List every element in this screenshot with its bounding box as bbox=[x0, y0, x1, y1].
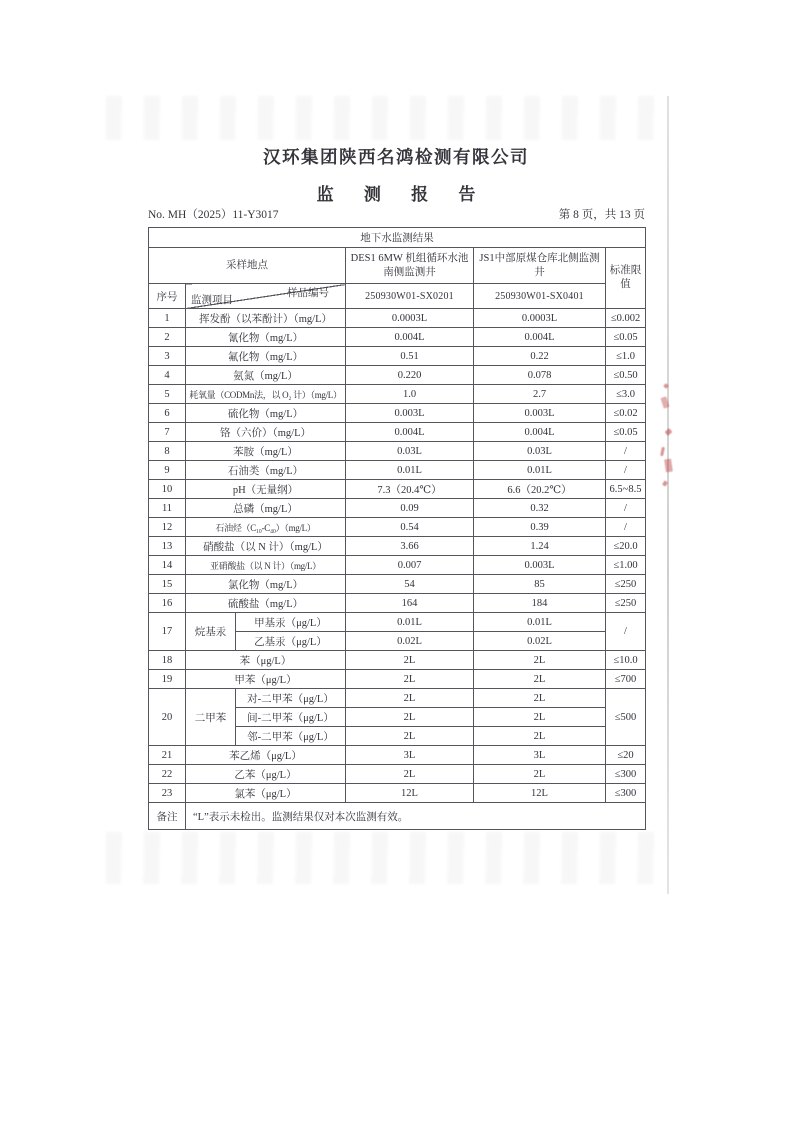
row-seq: 3 bbox=[149, 347, 186, 366]
row-limit: ≤1.00 bbox=[606, 556, 646, 575]
row-value-site2: 0.004L bbox=[474, 423, 606, 442]
row-item: 总磷（mg/L） bbox=[186, 499, 346, 518]
row-value-site1: 0.54 bbox=[346, 518, 474, 537]
row-value-site1: 2L bbox=[346, 689, 474, 708]
row-value-site1: 0.003L bbox=[346, 404, 474, 423]
report-meta bbox=[148, 206, 645, 222]
row-item: 石油类（mg/L） bbox=[186, 461, 346, 480]
row-value-site2: 0.078 bbox=[474, 366, 606, 385]
row-seq: 19 bbox=[149, 670, 186, 689]
row-limit: ≤250 bbox=[606, 594, 646, 613]
row-value-site2: 0.02L bbox=[474, 632, 606, 651]
sampling-site-row bbox=[149, 248, 646, 284]
row-value-site1: 0.03L bbox=[346, 442, 474, 461]
row-item: 氨氮（mg/L） bbox=[186, 366, 346, 385]
row-value-site2: 2L bbox=[474, 670, 606, 689]
row-value-site2: 2L bbox=[474, 689, 606, 708]
row-value-site2: 0.01L bbox=[474, 461, 606, 480]
row-value-site2: 0.32 bbox=[474, 499, 606, 518]
report-title: 监 测 报 告 bbox=[316, 185, 489, 204]
sample-id-label: 样品编号 bbox=[287, 288, 329, 299]
table-row bbox=[149, 442, 646, 461]
row-value-site2: 0.01L bbox=[474, 613, 606, 632]
row-value-site1: 2L bbox=[346, 670, 474, 689]
note-row bbox=[149, 803, 646, 830]
row-value-site1: 0.0003L bbox=[346, 309, 474, 328]
table-row bbox=[149, 594, 646, 613]
table-row bbox=[149, 575, 646, 594]
row-item: 石油烃（C₁₀-C₄₀）（mg/L） bbox=[186, 518, 346, 537]
table-row bbox=[149, 670, 646, 689]
table-row bbox=[149, 404, 646, 423]
row-limit: ≤20 bbox=[606, 746, 646, 765]
row-item: 氟化物（mg/L） bbox=[186, 347, 346, 366]
row-value-site1: 54 bbox=[346, 575, 474, 594]
row-seq: 8 bbox=[149, 442, 186, 461]
row-value-site1: 0.007 bbox=[346, 556, 474, 575]
row-value-site1: 1.0 bbox=[346, 385, 474, 404]
row-value-site1: 164 bbox=[346, 594, 474, 613]
row-value-site1: 12L bbox=[346, 784, 474, 803]
row-limit: ≤10.0 bbox=[606, 651, 646, 670]
table-row bbox=[149, 537, 646, 556]
table-body bbox=[149, 309, 646, 830]
scan-noise-bottom bbox=[106, 832, 668, 884]
row-value-site2: 3L bbox=[474, 746, 606, 765]
sample-id-1: 250930W01-SX0201 bbox=[346, 284, 474, 309]
table-row bbox=[149, 765, 646, 784]
row-seq: 12 bbox=[149, 518, 186, 537]
row-seq: 4 bbox=[149, 366, 186, 385]
row-value-site2: 0.003L bbox=[474, 556, 606, 575]
diagonal-header-cell bbox=[186, 284, 346, 309]
row-seq: 20 bbox=[149, 689, 186, 746]
table-row bbox=[149, 480, 646, 499]
row-seq: 14 bbox=[149, 556, 186, 575]
table-row bbox=[149, 518, 646, 537]
row-seq: 1 bbox=[149, 309, 186, 328]
table-row bbox=[149, 385, 646, 404]
row-limit: / bbox=[606, 461, 646, 480]
row-seq: 22 bbox=[149, 765, 186, 784]
row-seq: 2 bbox=[149, 328, 186, 347]
note-text: “L”表示未检出。监测结果仅对本次监测有效。 bbox=[186, 803, 646, 830]
row-limit: ≤250 bbox=[606, 575, 646, 594]
row-item: 硝酸盐（以 N 计）（mg/L） bbox=[186, 537, 346, 556]
standard-limit-label: 标准限值 bbox=[606, 248, 646, 309]
table-row bbox=[149, 423, 646, 442]
table-header bbox=[149, 228, 646, 309]
table-row bbox=[149, 461, 646, 480]
row-item: 乙苯（μg/L） bbox=[186, 765, 346, 784]
row-limit: ≤300 bbox=[606, 765, 646, 784]
row-value-site1: 0.51 bbox=[346, 347, 474, 366]
row-seq: 10 bbox=[149, 480, 186, 499]
row-limit: / bbox=[606, 518, 646, 537]
row-seq: 7 bbox=[149, 423, 186, 442]
row-limit: ≤700 bbox=[606, 670, 646, 689]
row-value-site1: 0.004L bbox=[346, 328, 474, 347]
row-limit: / bbox=[606, 442, 646, 461]
row-item: 对-二甲苯（μg/L） bbox=[236, 689, 346, 708]
row-seq: 16 bbox=[149, 594, 186, 613]
row-value-site2: 2L bbox=[474, 765, 606, 784]
row-item: 苯（μg/L） bbox=[186, 651, 346, 670]
row-seq: 13 bbox=[149, 537, 186, 556]
row-item: 亚硝酸盐（以 N 计）（mg/L） bbox=[186, 556, 346, 575]
row-value-site1: 0.09 bbox=[346, 499, 474, 518]
row-limit: ≤0.05 bbox=[606, 328, 646, 347]
table-row bbox=[149, 499, 646, 518]
row-item: 铬（六价）（mg/L） bbox=[186, 423, 346, 442]
row-item: 氯化物（mg/L） bbox=[186, 575, 346, 594]
row-item: 苯乙烯（μg/L） bbox=[186, 746, 346, 765]
row-seq: 9 bbox=[149, 461, 186, 480]
row-limit: / bbox=[606, 499, 646, 518]
row-limit: / bbox=[606, 613, 646, 651]
row-value-site2: 184 bbox=[474, 594, 606, 613]
row-value-site2: 0.004L bbox=[474, 328, 606, 347]
row-value-site1: 2L bbox=[346, 708, 474, 727]
row-item: 间-二甲苯（μg/L） bbox=[236, 708, 346, 727]
site-1-name: DES1 6MW 机组循环水池南侧监测井 bbox=[346, 248, 474, 284]
table-title: 地下水监测结果 bbox=[149, 228, 646, 248]
sampling-site-label: 采样地点 bbox=[149, 248, 346, 284]
row-item: 甲基汞（μg/L） bbox=[236, 613, 346, 632]
row-limit: ≤500 bbox=[606, 689, 646, 746]
row-limit: ≤3.0 bbox=[606, 385, 646, 404]
row-seq: 5 bbox=[149, 385, 186, 404]
row-value-site1: 0.004L bbox=[346, 423, 474, 442]
table-row bbox=[149, 556, 646, 575]
table-row bbox=[149, 328, 646, 347]
row-value-site2: 0.03L bbox=[474, 442, 606, 461]
row-limit: ≤20.0 bbox=[606, 537, 646, 556]
row-item: 硫化物（mg/L） bbox=[186, 404, 346, 423]
row-value-site1: 3.66 bbox=[346, 537, 474, 556]
row-limit: ≤0.05 bbox=[606, 423, 646, 442]
company-title: 汉环集团陕西名鸿检测有限公司 bbox=[263, 147, 529, 167]
table-title-row bbox=[149, 228, 646, 248]
row-item: 甲苯（μg/L） bbox=[186, 670, 346, 689]
table-row bbox=[149, 689, 646, 708]
row-value-site1: 2L bbox=[346, 651, 474, 670]
monitor-item-label: 监测项目 bbox=[191, 295, 233, 306]
row-value-site2: 2.7 bbox=[474, 385, 606, 404]
row-limit: ≤1.0 bbox=[606, 347, 646, 366]
row-seq: 23 bbox=[149, 784, 186, 803]
row-limit: ≤0.50 bbox=[606, 366, 646, 385]
row-seq: 6 bbox=[149, 404, 186, 423]
row-limit: ≤300 bbox=[606, 784, 646, 803]
row-value-site2: 1.24 bbox=[474, 537, 606, 556]
row-item: 氰化物（mg/L） bbox=[186, 328, 346, 347]
table-row bbox=[149, 309, 646, 328]
row-value-site2: 0.22 bbox=[474, 347, 606, 366]
row-seq: 18 bbox=[149, 651, 186, 670]
red-stamp-remnant-icon bbox=[655, 381, 675, 503]
sample-id-row bbox=[149, 284, 646, 309]
row-value-site1: 0.01L bbox=[346, 613, 474, 632]
table-row bbox=[149, 651, 646, 670]
row-value-site1: 0.01L bbox=[346, 461, 474, 480]
row-seq: 21 bbox=[149, 746, 186, 765]
row-value-site2: 2L bbox=[474, 708, 606, 727]
row-seq: 15 bbox=[149, 575, 186, 594]
seq-label: 序号 bbox=[149, 284, 186, 309]
table-row bbox=[149, 746, 646, 765]
row-value-site1: 0.220 bbox=[346, 366, 474, 385]
row-value-site1: 7.3（20.4℃） bbox=[346, 480, 474, 499]
row-item: 硫酸盐（mg/L） bbox=[186, 594, 346, 613]
row-value-site2: 2L bbox=[474, 727, 606, 746]
row-item: pH（无量纲） bbox=[186, 480, 346, 499]
row-value-site2: 12L bbox=[474, 784, 606, 803]
row-value-site2: 0.39 bbox=[474, 518, 606, 537]
row-item: 邻-二甲苯（μg/L） bbox=[236, 727, 346, 746]
sample-id-2: 250930W01-SX0401 bbox=[474, 284, 606, 309]
row-limit: 6.5~8.5 bbox=[606, 480, 646, 499]
row-value-site2: 2L bbox=[474, 651, 606, 670]
table-row bbox=[149, 347, 646, 366]
scan-noise-top bbox=[106, 96, 668, 140]
row-group: 二甲苯 bbox=[186, 689, 236, 746]
report-number: No. MH（2025）11-Y3017 bbox=[148, 209, 279, 221]
row-value-site2: 85 bbox=[474, 575, 606, 594]
row-value-site1: 2L bbox=[346, 765, 474, 784]
row-value-site1: 3L bbox=[346, 746, 474, 765]
row-group: 烷基汞 bbox=[186, 613, 236, 651]
row-item: 挥发酚（以苯酚计）（mg/L） bbox=[186, 309, 346, 328]
table-row bbox=[149, 366, 646, 385]
row-seq: 11 bbox=[149, 499, 186, 518]
site-2-name: JS1中部原煤仓库北侧监测井 bbox=[474, 248, 606, 284]
row-item: 氯苯（μg/L） bbox=[186, 784, 346, 803]
row-value-site2: 0.0003L bbox=[474, 309, 606, 328]
row-value-site2: 0.003L bbox=[474, 404, 606, 423]
row-value-site1: 0.02L bbox=[346, 632, 474, 651]
table-row bbox=[149, 613, 646, 632]
row-item: 苯胺（mg/L） bbox=[186, 442, 346, 461]
row-value-site1: 2L bbox=[346, 727, 474, 746]
row-seq: 17 bbox=[149, 613, 186, 651]
row-item: 乙基汞（μg/L） bbox=[236, 632, 346, 651]
row-limit: ≤0.02 bbox=[606, 404, 646, 423]
note-label: 备注 bbox=[149, 803, 186, 830]
page-number: 第 8 页，共 13 页 bbox=[558, 209, 645, 221]
monitoring-table bbox=[148, 227, 646, 830]
row-item: 耗氧量（CODMn法，以 O₂ 计）（mg/L） bbox=[186, 385, 346, 404]
table-row bbox=[149, 784, 646, 803]
row-value-site2: 6.6（20.2℃） bbox=[474, 480, 606, 499]
row-limit: ≤0.002 bbox=[606, 309, 646, 328]
